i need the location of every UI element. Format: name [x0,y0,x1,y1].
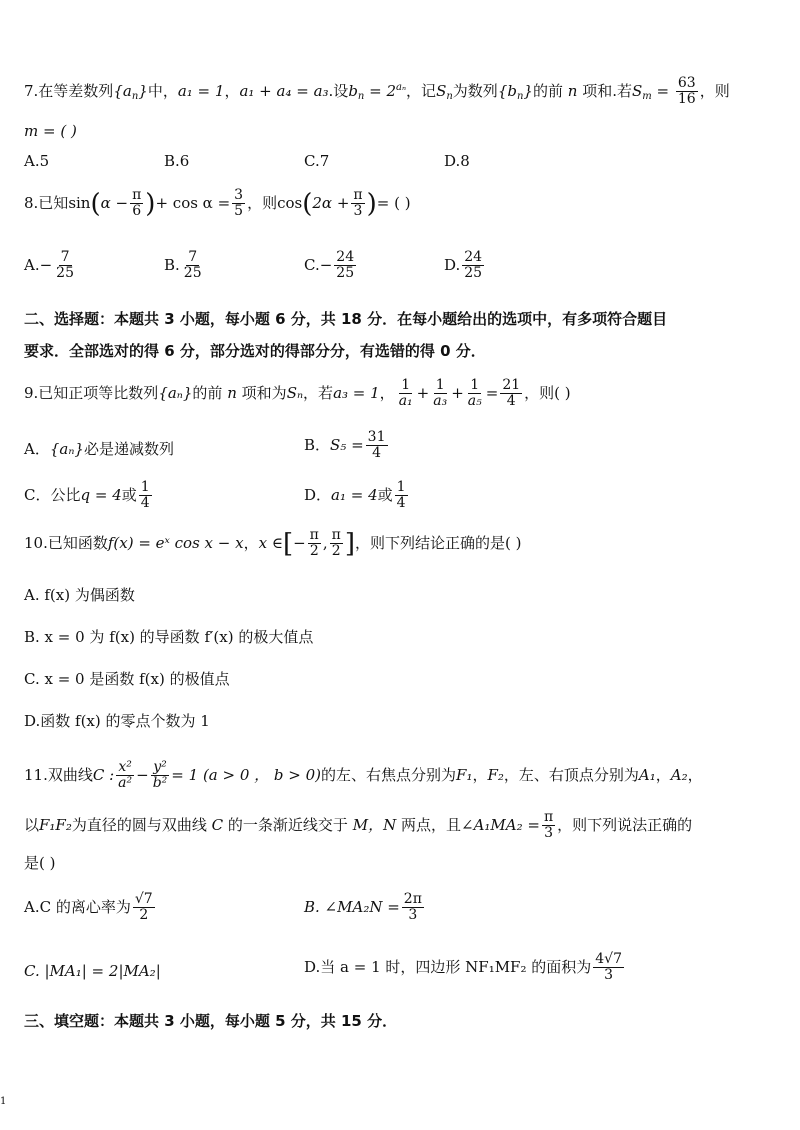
q10-option-a: A. f(x) 为偶函数 [24,586,135,604]
q11-F2: F₂ [487,765,504,784]
q11-C: C : [92,765,115,784]
q11-comma1: ， [472,765,488,784]
q7-text-h: ，则 [699,81,730,100]
q11-option-b: B. ∠MA₂N = $\frac{2\pi}{3}$ [304,891,422,924]
q10-frac2: $\frac{\pi}{2}$ [331,527,341,560]
q11-comma2: ， [655,765,671,784]
page-number: 1 [0,1096,7,1107]
q11-line3: 是( ) [24,854,56,872]
q7-text-f: 的前 [532,81,563,100]
q7-cond1: a₁ = 1 [177,81,225,100]
q10-option-d: D.函数 f(x) 的零点个数为 1 [24,712,210,730]
q9-plus2: + [451,383,464,402]
q9-option-b: B．S₅ = $\frac{31}{4}$ [304,429,386,462]
q9-eq: = [485,383,499,402]
q10-frac1: $\frac{\pi}{2}$ [309,527,319,560]
q9-option-d: D．a₁ = 4或 $\frac{1}{4}$ [304,479,406,512]
q10-text: 10.已知函数 [24,533,108,552]
section2-line1: 二、选择题：本题共 3 小题，每小题 6 分，共 18 分．在每小题给出的选项中，有多项符合题目 [24,310,668,328]
q7-option-c: C.7 [304,152,330,170]
q8-line1 [24,188,411,220]
q9-text: 9.已知正项等比数列 [24,383,159,402]
q7-eq: = [651,81,674,100]
q7-text: 7.在等差数列 [24,81,114,100]
q9-line1 [24,378,571,410]
q9-a3: a₃ = 1 [333,383,380,402]
q11-MN: M，N [352,815,397,834]
q11-comma3: ， [687,765,703,784]
q8-option-b: B. $\frac{7}{25}$ [164,249,202,282]
q11-text: 11.双曲线 [24,765,93,784]
q7-text-g: 项和.若 [582,81,632,100]
q11-l2-b: 为直径的圆与双曲线 [71,815,207,834]
q10-neg: − [293,533,306,552]
q9-seq: {aₙ} [158,383,193,402]
q11-l2-e: ，则下列说法正确的 [557,815,693,834]
q7-text-c: .设 [328,81,349,100]
q9-frac2: $\frac{1}{\text{a₃}}$ [433,377,448,410]
q10-option-b: B. x = 0 为 f(x) 的导函数 f′(x) 的极大值点 [24,628,314,646]
q11-A1: A₁ [638,765,656,784]
q8-paren-open: ( [90,188,101,219]
q9-option-c: C．公比q = 4或 $\frac{1}{4}$ [24,479,150,512]
q8-text-b: ，则 [247,193,278,212]
q11-option-a: A.C 的离心率为 $\frac{√7}{2}$ [24,891,153,924]
q7-seq-b: $\{b_n\}$ [497,81,533,102]
q9-n: n [227,383,237,402]
q8-paren2-close: ) [366,188,377,219]
q7-line1: 7.在等差数列$\{a_n\}$中，a₁ = 1，a₁ + a₄ = a₃.设$b_n = 2^{a_n}$，记$S_n$为数列$\{b_n\}$的前 n 项和.若$S_m$ = $\frac{63}{16}$ ，则 [24,75,730,108]
q9-text-b: 的前 [192,383,223,402]
q10-line1 [24,528,522,560]
q9-text-c: 项和为 [241,383,287,402]
q11-frac-y: $\frac{\text{y²}}{\text{b²}}$ [152,759,168,792]
q11-l2-d: 两点，且 [400,815,461,834]
q8-text: 8.已知 [24,193,69,212]
q11-frac-x: $\frac{\text{x²}}{\text{a²}}$ [118,759,133,792]
q11-option-d: D.当 a = 1 时，四边形 NF₁MF₂ 的面积为 $\frac{4√7}{3}$ [304,951,622,984]
q10-option-c: C. x = 0 是函数 f(x) 的极值点 [24,670,230,688]
q10-bracket-close: ] [344,528,356,559]
q7-Sm: $S_m$ [632,81,652,102]
q8-plus-cos: + cos α = [155,193,231,212]
q8-sin-arg: α − [100,193,129,212]
q11-frac-pi3: $\frac{\pi}{3}$ [543,809,554,842]
q11-F1: F₁ [456,765,473,784]
q8-sin: sin [68,193,91,212]
q7-n: n [567,81,578,100]
q11-minus: − [136,765,149,784]
q7-option-b: B.6 [164,152,190,170]
q8-frac-pi3: $\frac{\pi}{3}$ [353,187,363,220]
q11-l2-c: 的一条渐近线交于 [227,815,348,834]
q8-paren2-open: ( [302,188,313,219]
q11-angle: ∠A₁MA₂ = [461,815,540,834]
q7-option-d: D.8 [444,152,470,170]
q8-option-d: D. $\frac{24}{25}$ [444,249,483,282]
q11-A2: A₂ [670,765,688,784]
q9-option-a: A．{aₙ}必是递减数列 [24,440,174,458]
q8-option-a: A.− $\frac{7}{25}$ [24,249,74,282]
q8-frac-pi6: $\frac{\pi}{6}$ [132,187,142,220]
q11-cond: = 1 (a > 0 ， b > 0) [171,765,322,784]
q9-plus1: + [416,383,430,402]
q7-option-a: A.5 [24,152,50,170]
q11-text-c: ，左、右顶点分别为 [503,765,639,784]
q7-fraction: $\frac{63}{16}$ [677,75,696,108]
q8-option-c: C.− $\frac{24}{25}$ [304,249,355,282]
q9-frac1: $\frac{1}{\text{a₁}}$ [398,377,413,410]
q11-F1F2: F₁F₂ [39,815,72,834]
q7-text-d: ，记 [406,81,437,100]
q11-Cc: C [211,815,224,834]
q8-cos-arg: 2α + [312,193,350,212]
q9-text-e: ， [379,383,395,402]
q9-tail: ，则( ) [524,383,571,402]
q10-tail: ，则下列结论正确的是( ) [355,533,522,552]
q7-text-b: 中， [147,81,178,100]
q10-bracket-open: [ [282,528,294,559]
q9-text-d: ，若 [303,383,334,402]
q7-line2: m = ( ) [24,122,77,140]
section3-line1: 三、填空题：本题共 3 小题，每小题 5 分，共 15 分． [24,1012,398,1030]
q11-line1 [24,760,703,792]
q7-cond2: a₁ + a₄ = a₃ [239,81,329,100]
q9-frac3: $\frac{1}{\text{a₅}}$ [467,377,482,410]
section2-line2: 要求．全部选对的得 6 分，部分选对的得部分分，有选错的得 0 分． [24,342,486,360]
q9-frac4: $\frac{21}{4}$ [502,377,521,410]
q7-text-e: 为数列 [452,81,498,100]
q11-line2 [24,810,692,842]
q10-comma: ， [243,533,259,552]
q8-tail: = ( ) [376,193,411,212]
q10-func: f(x) = eˣ cos x − x [107,533,244,552]
q10-sep: , [322,533,328,552]
q9-Sn: Sₙ [286,383,304,402]
q10-domain: x ∈ [258,533,283,552]
q11-option-c: C. |MA₁| = 2|MA₂| [24,962,161,980]
q11-l2-a: 以 [24,815,40,834]
q8-paren-close: ) [145,188,156,219]
q7-bn: $b_n = 2^{a_n}$ [348,81,407,102]
q8-cos: cos [277,193,303,212]
q7-seq-a: $\{a_n\}$ [113,81,148,102]
q7-Sn: $S_n$ [436,81,453,102]
q8-frac-35: $\frac{3}{5}$ [234,187,244,220]
q11-text-b: 的左、右焦点分别为 [321,765,457,784]
